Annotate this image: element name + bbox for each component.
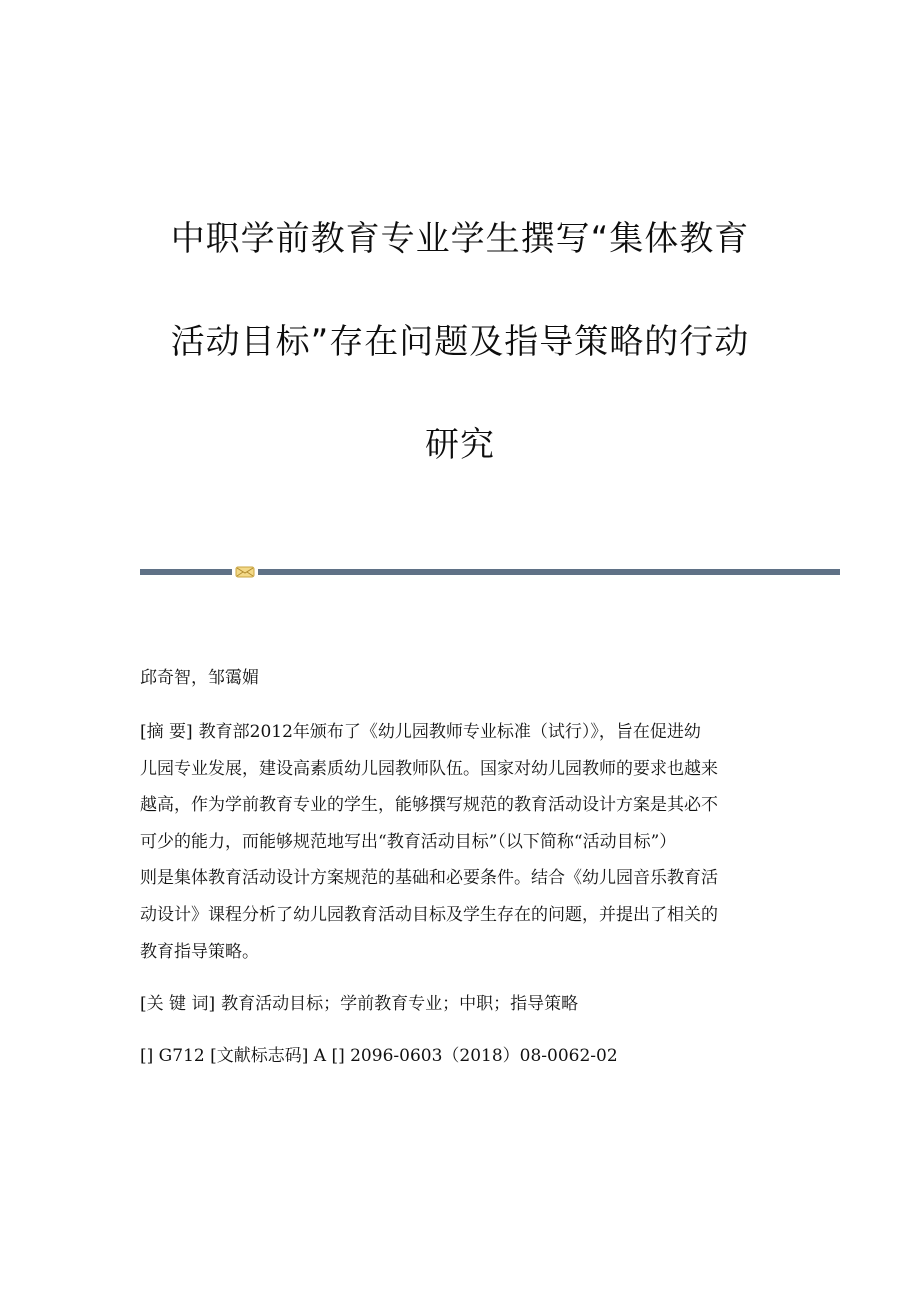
abstract-text: 教育部2012年颁布了《幼儿园教师专业标准（试行）》，旨在促进幼 [198,722,701,742]
abstract-line: 可少的能力，而能够规范地写出“教育活动目标”（以下简称“活动目标”） [140,831,677,852]
abstract-line: 动设计》课程分析了幼儿园教育活动目标及学生存在的问题，并提出了相关的 [140,904,718,925]
keywords-label: [关 键 词] [140,994,216,1015]
divider-bar-left [140,569,232,575]
divider-ornament-icon [235,565,255,579]
title-line-1: 中职学前教育专业学生撰写“集体教育 [170,219,750,259]
abstract-line: 儿园专业发展，建设高素质幼儿园教师队伍。国家对幼儿园教师的要求也越来 [140,758,718,779]
abstract-line: 教育指导策略。 [140,941,259,962]
abstract-line: 越高，作为学前教育专业的学生，能够撰写规范的教育活动设计方案是其必不 [140,795,718,816]
classification-info: [] G712 [文献标志码] A [] 2096-0603（2018）08-0062-02 [140,1046,618,1067]
title-divider [140,565,840,579]
document-body [140,660,780,1074]
divider-bar-right [258,569,840,575]
keywords [140,986,780,1022]
keywords-text: 教育活动目标；学前教育专业；中职；指导策略 [221,994,579,1015]
title-line-2: 活动目标”存在问题及指导策略的行动 [170,322,750,362]
authors: 邱奇智，邹霭媚 [140,668,259,688]
abstract [140,714,780,970]
abstract-line [140,714,780,751]
document-title [120,188,800,497]
abstract-label: [摘 要] [140,722,193,742]
title-line-3: 研究 [425,425,495,465]
abstract-line: 则是集体教育活动设计方案规范的基础和必要条件。结合《幼儿园音乐教育活 [140,868,718,889]
